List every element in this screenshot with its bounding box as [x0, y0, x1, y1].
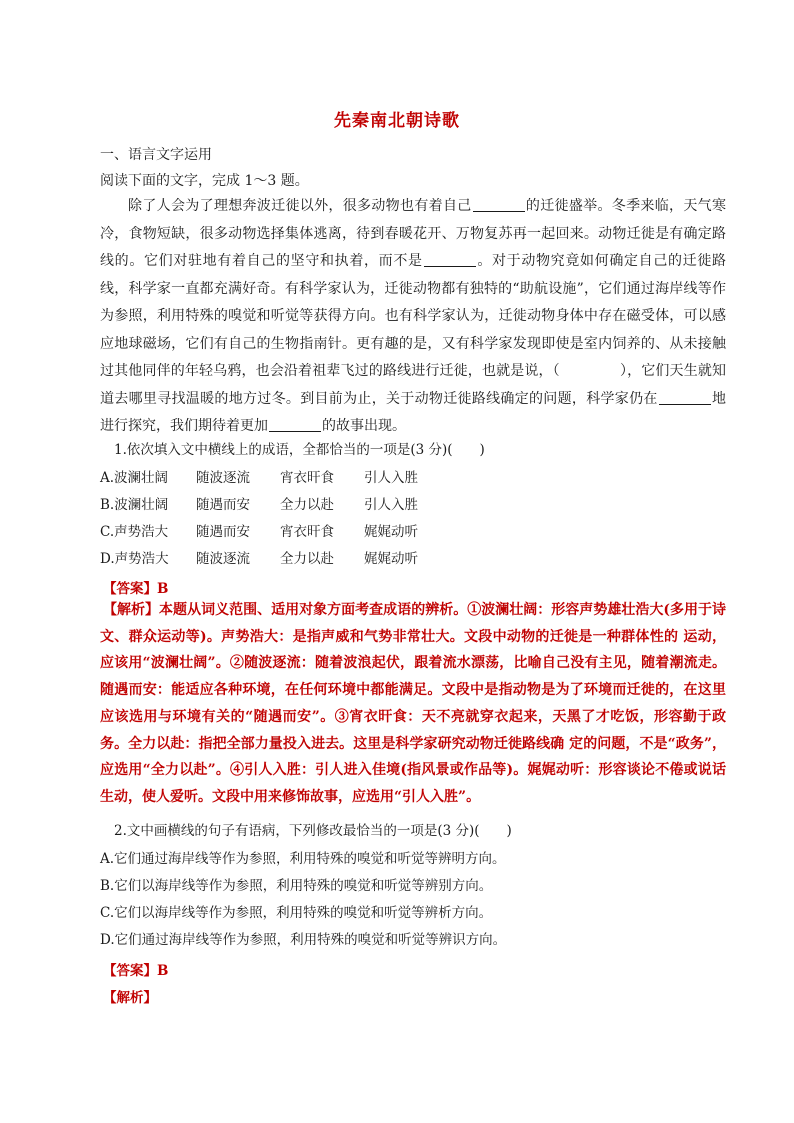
- analysis-label: 【解析】: [103, 990, 157, 1006]
- question-1-option-d: [100, 550, 418, 568]
- option-c-word-1: C.声势浩大: [100, 524, 169, 540]
- answer-label: 【答案】: [103, 581, 157, 597]
- analysis-text: 本题从词义范围、适用对象方面考查成语的辨析。①波澜壮阔：形容声势雄壮浩大(多用于诗文、群众运动等)。声势浩大：是指声威和气势非常壮大。文段中动物的迁徙是一种群体性的 运动，应该用“波澜壮阔”。②随波逐流：随着波浪起伏，跟着流水漂荡，比喻自己没有主见，随着潮流走。随遇而安：能适应各种环境，在任何环境中都能满足。文段中是指动物是为了环境而迁徙的，在这里应该选用与环境有关的“随遇而安”。③宵衣旰食：天不亮就穿衣起来，天黑了才吃饭，形容勤于政务。全力以赴：指把全部力量投入进去。这里是科学家研究动物迁徙路线确 定的问题，不是“政务”，应选用“全力以赴”。④引人入胜：引人进入佳境(指风景或作品等)。娓娓动听：形容谈论不倦或说话生动，使人爱听。文段中用来修饰故事，应选用“引人入胜”。: [100, 602, 727, 805]
- fill-blank-3: [659, 390, 711, 405]
- fill-blank-1: [473, 197, 525, 212]
- passage-part-2: 的迁徙盛举。冬季来临，天气寒冷，食物短缺，很多动物选择集体逃离，待到春暖花开、万物复苏再一起回来。动物迁徙是有确定路线的。它们对驻地有着自己的坚守和执着，而不是: [100, 198, 726, 269]
- option-d-word-3: 全力以赴: [280, 551, 334, 567]
- passage-part-6: 的故事出现。: [322, 418, 406, 434]
- question-1-stem: 1.依次填入文中横线上的成语，全都恰当的一项是(3 分)( ): [114, 442, 485, 458]
- question-1-option-b: [100, 496, 418, 514]
- answer-label: 【答案】: [103, 963, 157, 979]
- question-2-stem: 2.文中画横线的句子有语病，下列修改最恰当的一项是(3 分)( ): [114, 823, 512, 839]
- option-a-word-4: 引人入胜: [364, 470, 418, 486]
- passage-part-5: 地进行探究，我们期待着更加: [100, 390, 727, 434]
- option-a-word-1: A.波澜壮阔: [100, 470, 169, 486]
- question-2-option-d: D.它们通过海岸线等作为参照，利用特殊的嗅觉和听觉等辨识方向。: [100, 932, 507, 948]
- question-1-analysis: [100, 597, 726, 811]
- option-a-word-3: 宵衣旰食: [280, 470, 334, 486]
- option-b-word-4: 引人入胜: [364, 497, 418, 513]
- page-title: 先秦南北朝诗歌: [334, 111, 460, 131]
- reading-passage: [100, 193, 726, 441]
- option-d-word-1: D.声势浩大: [100, 551, 169, 567]
- option-d-word-4: 娓娓动听: [364, 551, 418, 567]
- option-b-word-2: 随遇而安: [196, 497, 250, 513]
- option-a-word-2: 随波逐流: [196, 470, 250, 486]
- passage-part-4: ），它们天生就知道去哪里寻找温暖的地方过冬。到目前为止，关于动物迁徙路线确定的问题，科学家仍在: [100, 363, 726, 407]
- question-2-option-c: C.它们以海岸线等作为参照，利用特殊的嗅觉和听觉等辨析方向。: [100, 905, 493, 921]
- passage-part-1: 除了人会为了理想奔波迁徙以外，很多动物也有着自己: [128, 198, 472, 214]
- section-heading: 一、语言文字运用: [100, 147, 212, 163]
- option-c-word-3: 宵衣旰食: [280, 524, 334, 540]
- analysis-label: 【解析】: [103, 602, 160, 618]
- question-1-option-c: [100, 523, 418, 541]
- reading-instruction: 阅读下面的文字，完成 1～3 题。: [100, 173, 309, 189]
- question-2-option-a: A.它们通过海岸线等作为参照，利用特殊的嗅觉和听觉等辨明方向。: [100, 851, 506, 867]
- passage-part-3: 。对于动物究竟如何确定自己的迁徙路线，科学家一直都充满好奇。有科学家认为，迁徙动物都有独特的“助航设施”，它们通过海岸线等作为参照，利用特殊的嗅觉和听觉等获得方向。也有科学家认为，迁徙动物身体中存在磁受体，可以感应地球磁场，它们有自己的生物指南针。更有趣的是，又有科学家发现即使是室内饲养的、从未接触过其他同伴的年轻乌鸦，也会沿着祖辈飞过的路线进行迁徙，也就是说，（: [100, 253, 727, 379]
- option-c-word-4: 娓娓动听: [364, 524, 418, 540]
- question-2-answer: [103, 959, 168, 979]
- question-1-answer: [103, 577, 168, 597]
- answer-value: B: [157, 581, 169, 597]
- option-b-word-1: B.波澜壮阔: [100, 497, 169, 513]
- option-d-word-2: 随波逐流: [196, 551, 250, 567]
- fill-blank-4: [269, 417, 321, 432]
- question-2-analysis: [103, 986, 157, 1006]
- fill-blank-2: [424, 252, 476, 267]
- answer-value: B: [157, 963, 169, 979]
- option-c-word-2: 随遇而安: [196, 524, 250, 540]
- question-1-option-a: [100, 469, 418, 487]
- question-2-option-b: B.它们以海岸线等作为参照，利用特殊的嗅觉和听觉等辨别方向。: [100, 878, 493, 894]
- option-b-word-3: 全力以赴: [280, 497, 334, 513]
